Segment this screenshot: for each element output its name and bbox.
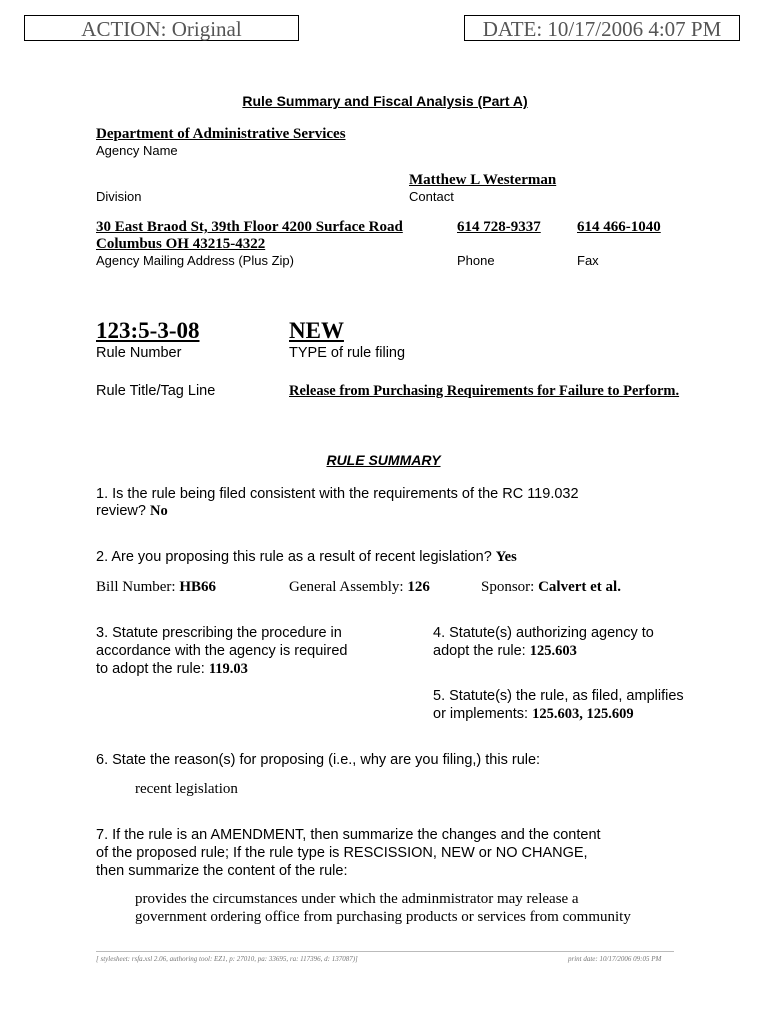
bill-label: Bill Number: xyxy=(96,579,176,595)
question-1-answer: No xyxy=(150,503,168,519)
date-box xyxy=(464,15,740,41)
question-1-line-1: 1. Is the rule being filed consistent with the requirements of the RC 119.032 xyxy=(96,486,579,502)
question-3-answer: 119.03 xyxy=(208,661,248,677)
question-6-answer: recent legislation xyxy=(135,781,238,797)
assembly-label: General Assembly: xyxy=(289,579,404,595)
rule-summary-heading: RULE SUMMARY xyxy=(326,452,441,468)
action-text: ACTION: Original xyxy=(81,17,242,41)
action-box xyxy=(24,15,299,41)
assembly-value: 126 xyxy=(407,579,430,595)
question-3-line-3 xyxy=(96,660,248,678)
rule-title: Release from Purchasing Requirements for Failure to Perform. xyxy=(289,383,680,399)
division-label: Division xyxy=(96,189,142,204)
agency-name-label: Agency Name xyxy=(96,143,178,158)
question-3-line-1: 3. Statute prescribing the procedure in xyxy=(96,625,342,641)
question-5-line-1: 5. Statute(s) the rule, as filed, amplifies xyxy=(433,688,684,704)
fax-label: Fax xyxy=(577,253,599,268)
question-2-text: 2. Are you proposing this rule as a result of recent legislation? xyxy=(96,549,492,565)
footer-divider xyxy=(96,951,674,952)
question-1-line-2 xyxy=(96,502,168,520)
question-3-text: to adopt the rule: xyxy=(96,661,205,677)
footer-stylesheet-info: [ stylesheet: rsfa.xsl 2.06, authoring tool: EZ1, p: 27010, pa: 33695, ra: 117396, d: 137087)] xyxy=(96,955,358,963)
question-6: 6. State the reason(s) for proposing (i.e., why are you filing,) this rule: xyxy=(96,752,541,768)
sponsor-value: Calvert et al. xyxy=(538,579,621,595)
sponsor-label: Sponsor: xyxy=(481,579,535,595)
rule-title-label: Rule Title/Tag Line xyxy=(96,383,216,399)
question-7-line-2: of the proposed rule; If the rule type is RESCISSION, NEW or NO CHANGE, xyxy=(96,845,588,861)
contact-label: Contact xyxy=(409,189,454,204)
question-2-answer: Yes xyxy=(495,549,517,565)
question-5-answer: 125.603, 125.609 xyxy=(532,706,634,722)
page-title: Rule Summary and Fiscal Analysis (Part A) xyxy=(242,93,528,109)
question-1-text: review? xyxy=(96,503,146,519)
rule-number: 123:5-3-08 xyxy=(96,318,200,343)
rule-number-label: Rule Number xyxy=(96,345,182,361)
question-2 xyxy=(96,548,517,566)
bill-number xyxy=(96,579,216,596)
question-3-line-2: accordance with the agency is required xyxy=(96,643,348,659)
agency-name: Department of Administrative Services xyxy=(96,126,346,142)
question-4-line-1: 4. Statute(s) authorizing agency to xyxy=(433,625,654,641)
rule-type: NEW xyxy=(289,318,344,343)
address-line-1: 30 East Braod St, 39th Floor 4200 Surface Road xyxy=(96,219,403,235)
contact-name: Matthew L Westerman xyxy=(409,172,557,188)
fax-value: 614 466-1040 xyxy=(577,219,661,235)
general-assembly xyxy=(289,579,430,596)
bill-value: HB66 xyxy=(179,579,217,595)
question-7-answer-line-2: government ordering office from purchasing products or services from community xyxy=(135,909,631,925)
question-5-text: or implements: xyxy=(433,706,529,722)
question-4-text: adopt the rule: xyxy=(433,643,526,659)
question-7-line-3: then summarize the content of the rule: xyxy=(96,863,348,879)
question-4-answer: 125.603 xyxy=(529,643,577,659)
rule-type-label: TYPE of rule filing xyxy=(289,345,406,361)
address-line-2: Columbus OH 43215-4322 xyxy=(96,236,266,252)
address-label: Agency Mailing Address (Plus Zip) xyxy=(96,253,294,268)
sponsor xyxy=(481,579,621,596)
phone-label: Phone xyxy=(457,253,495,268)
date-text: DATE: 10/17/2006 4:07 PM xyxy=(482,17,722,41)
question-4-line-2 xyxy=(433,642,577,660)
footer-print-date: print date: 10/17/2006 09:05 PM xyxy=(568,955,662,963)
question-7-line-1: 7. If the rule is an AMENDMENT, then summarize the changes and the content xyxy=(96,827,601,843)
phone-value: 614 728-9337 xyxy=(457,219,541,235)
question-5-line-2 xyxy=(433,705,634,723)
question-7-answer-line-1: provides the circumstances under which the adminmistrator may release a xyxy=(135,891,579,907)
